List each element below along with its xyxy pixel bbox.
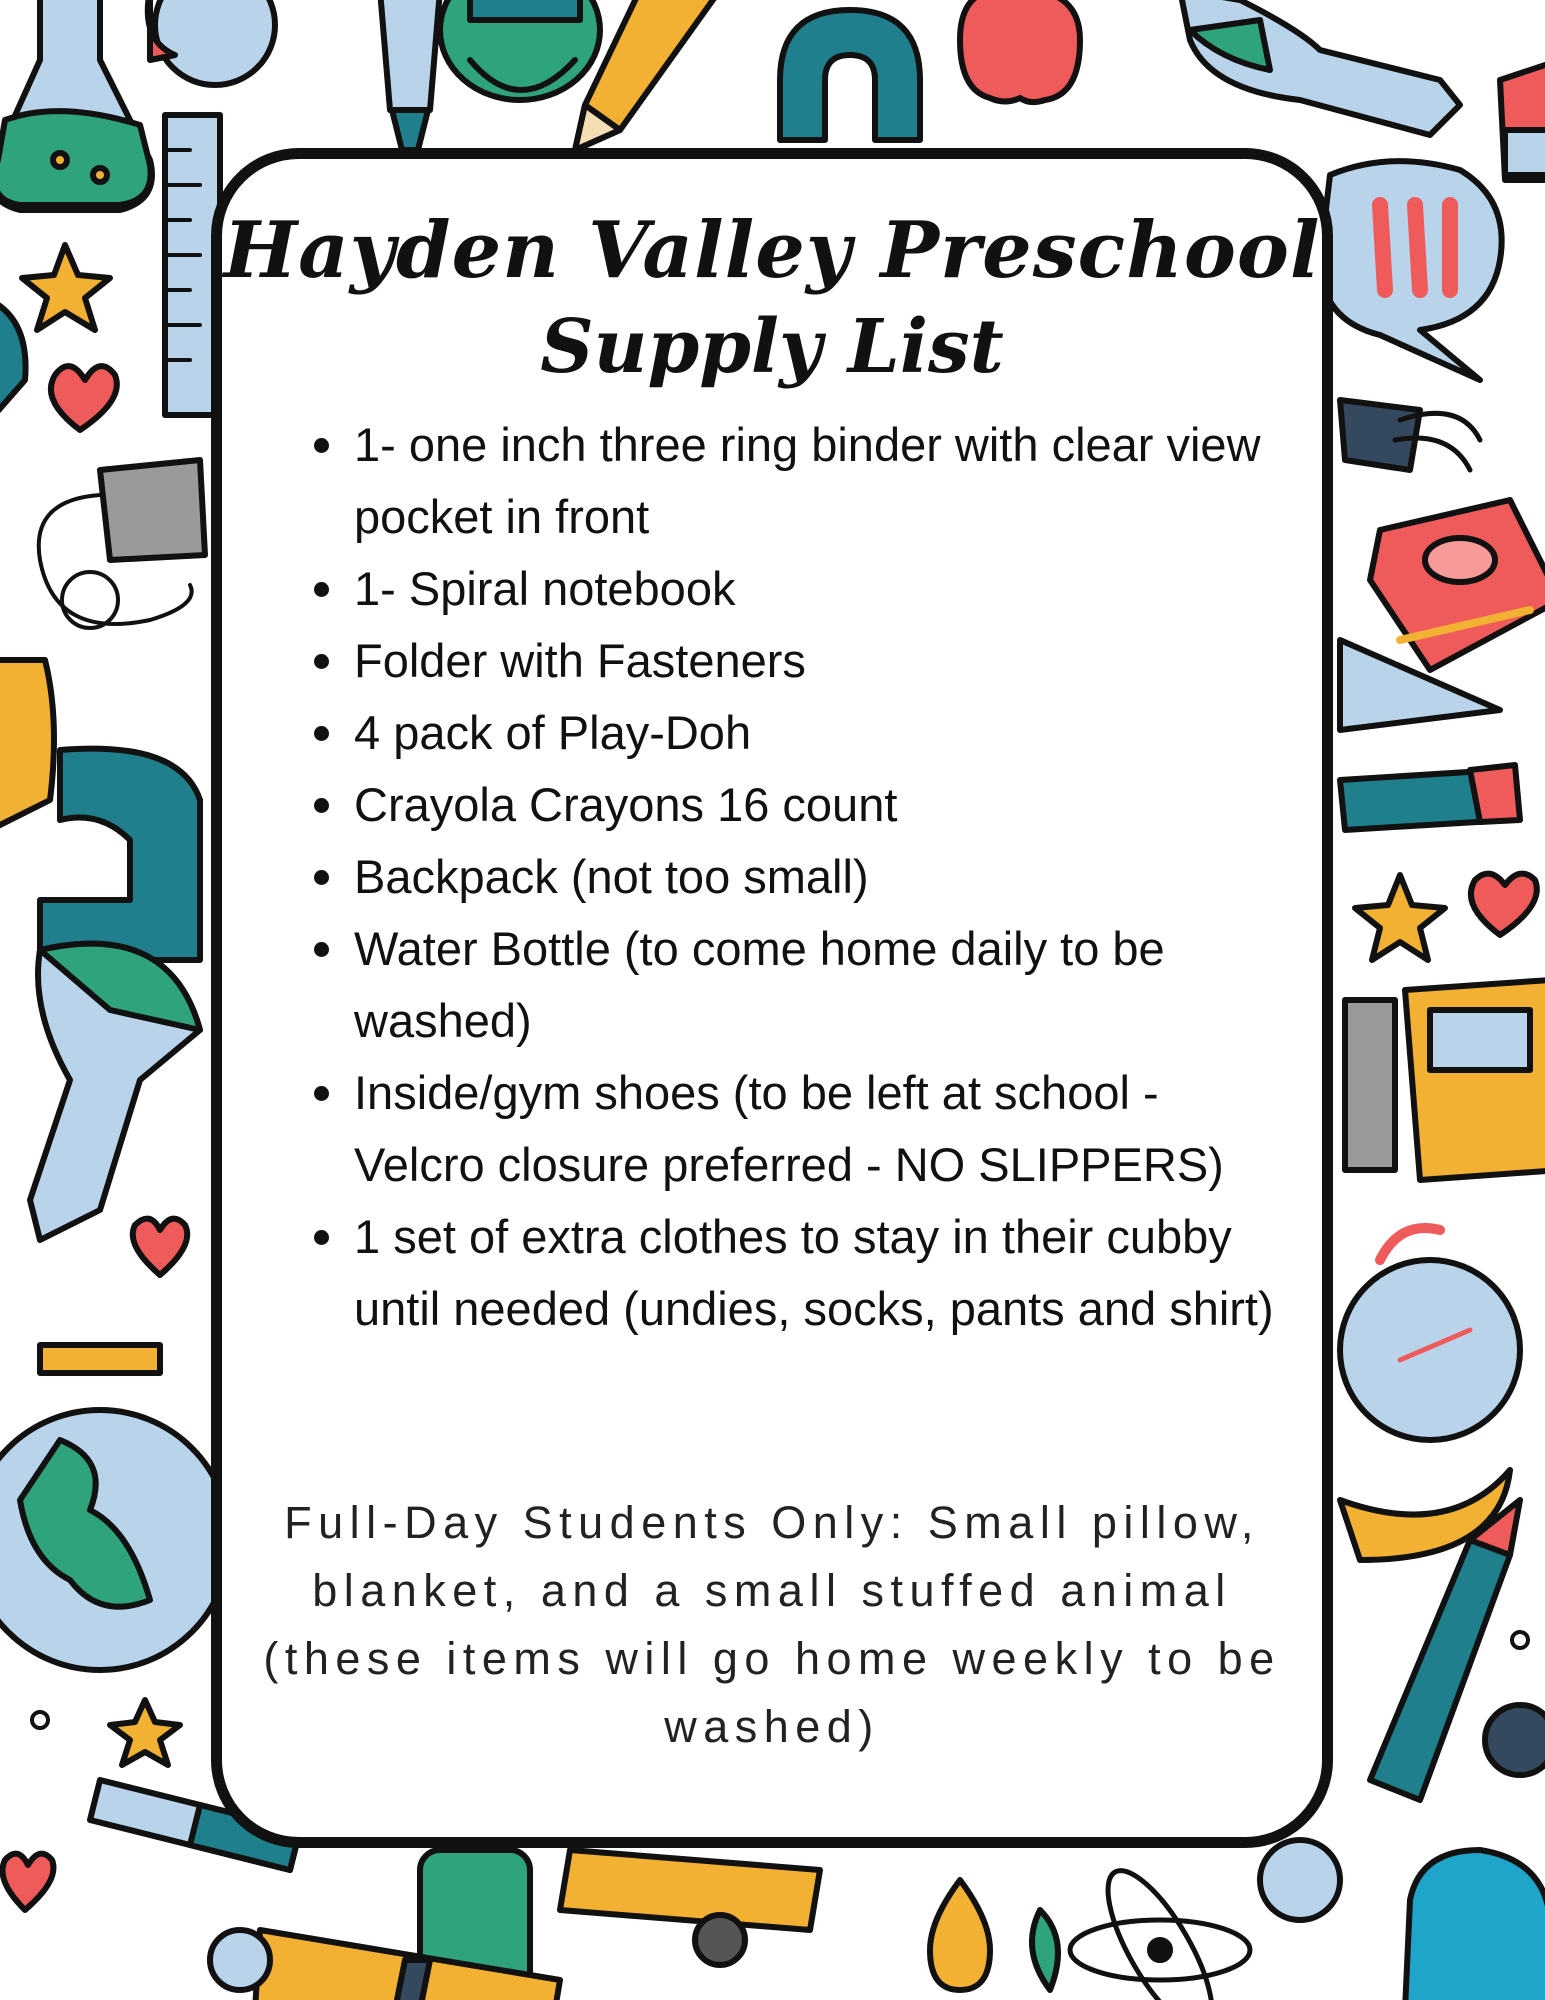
- calculator-icon: [1345, 1000, 1395, 1170]
- glue-bottle-icon: [0, 660, 54, 830]
- school-name-heading: Hayden Valley Preschool: [223, 205, 1321, 296]
- house-icon: [1500, 60, 1545, 180]
- supply-item-shoes: Inside/gym shoes (to be left at school - Velcro closure preferred - NO SLIPPERS): [354, 1057, 1282, 1201]
- pencil-case-icon: [1405, 980, 1545, 1180]
- alarm-clock-icon: [148, 0, 275, 85]
- globe-icon: [0, 1345, 230, 1670]
- heart-icon: [51, 366, 117, 430]
- test-tube-icon: [1180, 0, 1460, 135]
- supply-list: [222, 409, 1282, 1345]
- atom-icon: [1070, 1857, 1250, 2000]
- ball-icon: [1260, 1840, 1340, 1920]
- tube-icon: [30, 944, 200, 1240]
- supply-item-binder: 1- one inch three ring binder with clear view pocket in front: [354, 409, 1282, 553]
- heart-icon: [1471, 874, 1537, 935]
- supply-item-notebook: 1- Spiral notebook: [354, 553, 1282, 625]
- scooter-icon: [560, 1850, 820, 1965]
- full-day-students-note: Full-Day Students Only: Small pillow, blanket, and a small stuffed animal (these items will go home weekly to be washed): [263, 1497, 1281, 1752]
- teal-shape-icon: [0, 300, 26, 420]
- supply-item-folder: Folder with Fasteners: [354, 625, 1282, 697]
- supply-item-backpack: Backpack (not too small): [354, 841, 1282, 913]
- supply-list-card: [211, 148, 1333, 1848]
- backpack-icon: [440, 0, 600, 100]
- alarm-clock-icon: [1340, 1228, 1520, 1440]
- computer-mouse-icon: [39, 460, 205, 628]
- apple-icon: [960, 0, 1080, 102]
- backpack-icon: [1405, 1850, 1545, 2000]
- binoculars-icon: [1485, 1705, 1545, 1775]
- star-icon: [1355, 875, 1445, 960]
- magnet-icon: [780, 10, 920, 140]
- supply-item-crayons: Crayola Crayons 16 count: [354, 769, 1282, 841]
- speech-bubble-icon: [1320, 161, 1502, 380]
- book-icon: [1370, 500, 1545, 670]
- protractor-icon: [40, 749, 200, 960]
- heart-icon: [3, 1854, 54, 1910]
- flask-icon: [0, 0, 152, 210]
- binder-clip-icon: [1340, 400, 1480, 470]
- marker-icon: [380, 0, 440, 150]
- heart-icon: [133, 1219, 187, 1275]
- crayon-icon: [1340, 765, 1520, 830]
- plant-icon: [1032, 1910, 1058, 1990]
- supply-item-play-doh: 4 pack of Play-Doh: [354, 697, 1282, 769]
- supply-list-heading: Supply List: [540, 304, 1004, 390]
- star-icon: [110, 1700, 180, 1765]
- drop-icon: [930, 1880, 990, 1990]
- supply-item-water-bottle: Water Bottle (to come home daily to be washed): [354, 913, 1282, 1057]
- star-icon: [22, 245, 110, 330]
- supply-item-extra-clothes: 1 set of extra clothes to stay in their cubby until needed (undies, socks, pants and shirt): [354, 1201, 1282, 1345]
